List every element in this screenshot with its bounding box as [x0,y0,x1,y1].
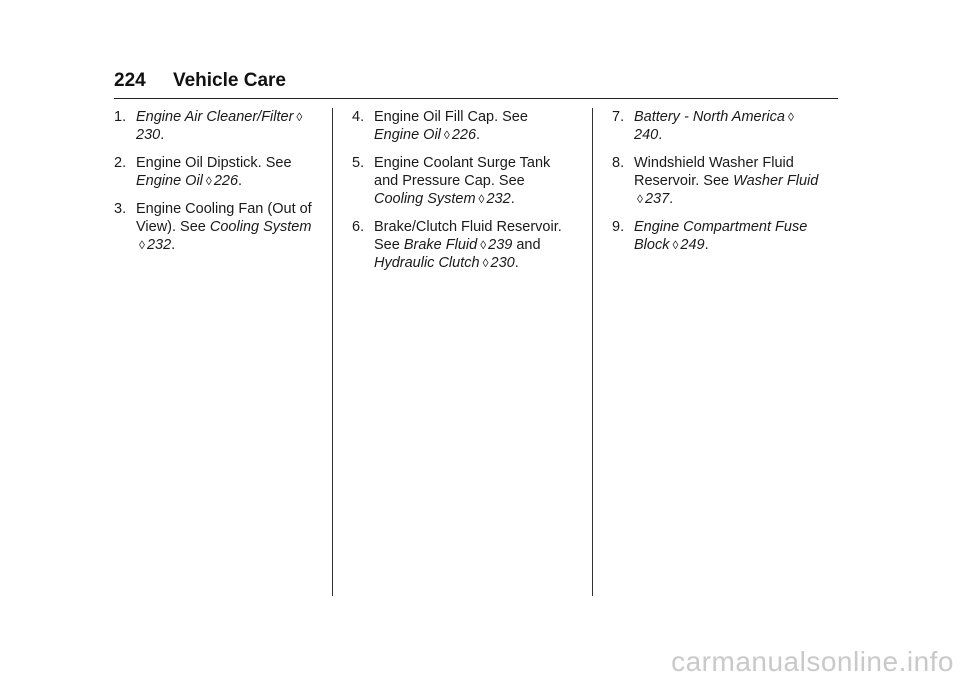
item-phrase: Engine Coolant Surge Tank [374,155,551,171]
item-phrase: and [512,237,541,253]
cross-reference: 232 [146,237,172,253]
item-phrase: Engine Oil Fill Cap. See [374,109,528,125]
list-item [114,200,324,254]
item-text [634,108,822,144]
item-number: 8. [612,155,625,171]
item-phrase: . [160,127,165,143]
item-number: 1. [114,109,127,125]
watermark: carmanualsonline.info [671,646,954,677]
cross-reference: Engine Compartment Fuse [634,219,808,235]
item-phrase: and Pressure Cap. See [374,173,525,189]
list-item [612,108,822,144]
list-item [352,218,562,272]
page-number: 224 [114,70,146,91]
item-number: 5. [352,155,365,171]
item-number: 9. [612,219,625,235]
cross-reference: Brake Fluid [403,237,478,253]
item-phrase: Reservoir. See [634,173,734,189]
item-text [634,218,822,254]
column-divider [332,108,333,596]
page-ref-icon: ◊ [443,128,450,142]
item-phrase: . [658,127,663,143]
cross-reference: Engine Oil [374,127,441,143]
list-item [114,108,324,144]
list-item [612,154,822,208]
cross-reference: Engine Oil [136,173,203,189]
item-number: 7. [612,109,625,125]
item-phrase: See [374,237,404,253]
item-phrase: Windshield Washer Fluid [634,155,794,171]
item-phrase: Engine Cooling Fan (Out of [136,201,312,217]
page-ref-icon: ◊ [480,238,487,252]
page-ref-icon: ◊ [296,110,303,124]
list-item [612,218,822,254]
item-phrase: . [704,237,709,253]
cross-reference: Cooling System [374,191,476,207]
item-phrase: Engine Oil Dipstick. See [136,155,292,171]
item-phrase: . [510,191,515,207]
section-title: Vehicle Care [172,70,287,91]
page-ref-icon: ◊ [787,110,794,124]
cross-reference: 237 [644,191,670,207]
item-text [374,108,562,144]
column-2 [352,108,562,282]
cross-reference: 226 [213,173,239,189]
item-phrase: View). See [136,219,210,235]
page-header [114,70,286,92]
item-phrase: . [669,191,674,207]
item-text [136,154,324,190]
list-item [352,108,562,144]
cross-reference: 232 [486,191,511,207]
cross-reference: 230 [490,255,515,271]
page-ref-icon: ◊ [205,174,212,188]
item-number: 6. [352,219,365,235]
cross-reference: Engine Air Cleaner/Filter [136,109,294,125]
item-text [136,200,324,254]
cross-reference: Battery - North America [634,109,785,125]
item-phrase: . [476,127,481,143]
item-phrase: . [238,173,243,189]
page-ref-icon: ◊ [637,192,643,206]
cross-reference: 230 [136,127,161,143]
item-number: 3. [114,201,127,217]
column-divider [592,108,593,596]
list-item [352,154,562,208]
item-phrase: . [171,237,176,253]
item-phrase: Brake/Clutch Fluid Reservoir. [374,219,562,235]
cross-reference: 240 [634,127,659,143]
cross-reference: Cooling System [209,219,312,235]
page-ref-icon: ◊ [672,238,679,252]
column-1 [114,108,324,264]
cross-reference: Washer Fluid [733,173,819,189]
item-text [634,154,822,208]
item-text [136,108,324,144]
cross-reference: Hydraulic Clutch [374,255,480,271]
item-number: 2. [114,155,127,171]
item-phrase: . [514,255,519,271]
page-ref-icon: ◊ [482,256,489,270]
cross-reference: 239 [488,237,513,253]
page-ref-icon: ◊ [139,238,145,252]
cross-reference: 226 [451,127,477,143]
cross-reference: Block [634,237,670,253]
item-number: 4. [352,109,365,125]
item-text [374,218,562,272]
page-ref-icon: ◊ [478,192,485,206]
column-3 [612,108,822,264]
header-rule [114,98,838,99]
cross-reference: 249 [680,237,705,253]
list-item [114,154,324,190]
item-text [374,154,562,208]
